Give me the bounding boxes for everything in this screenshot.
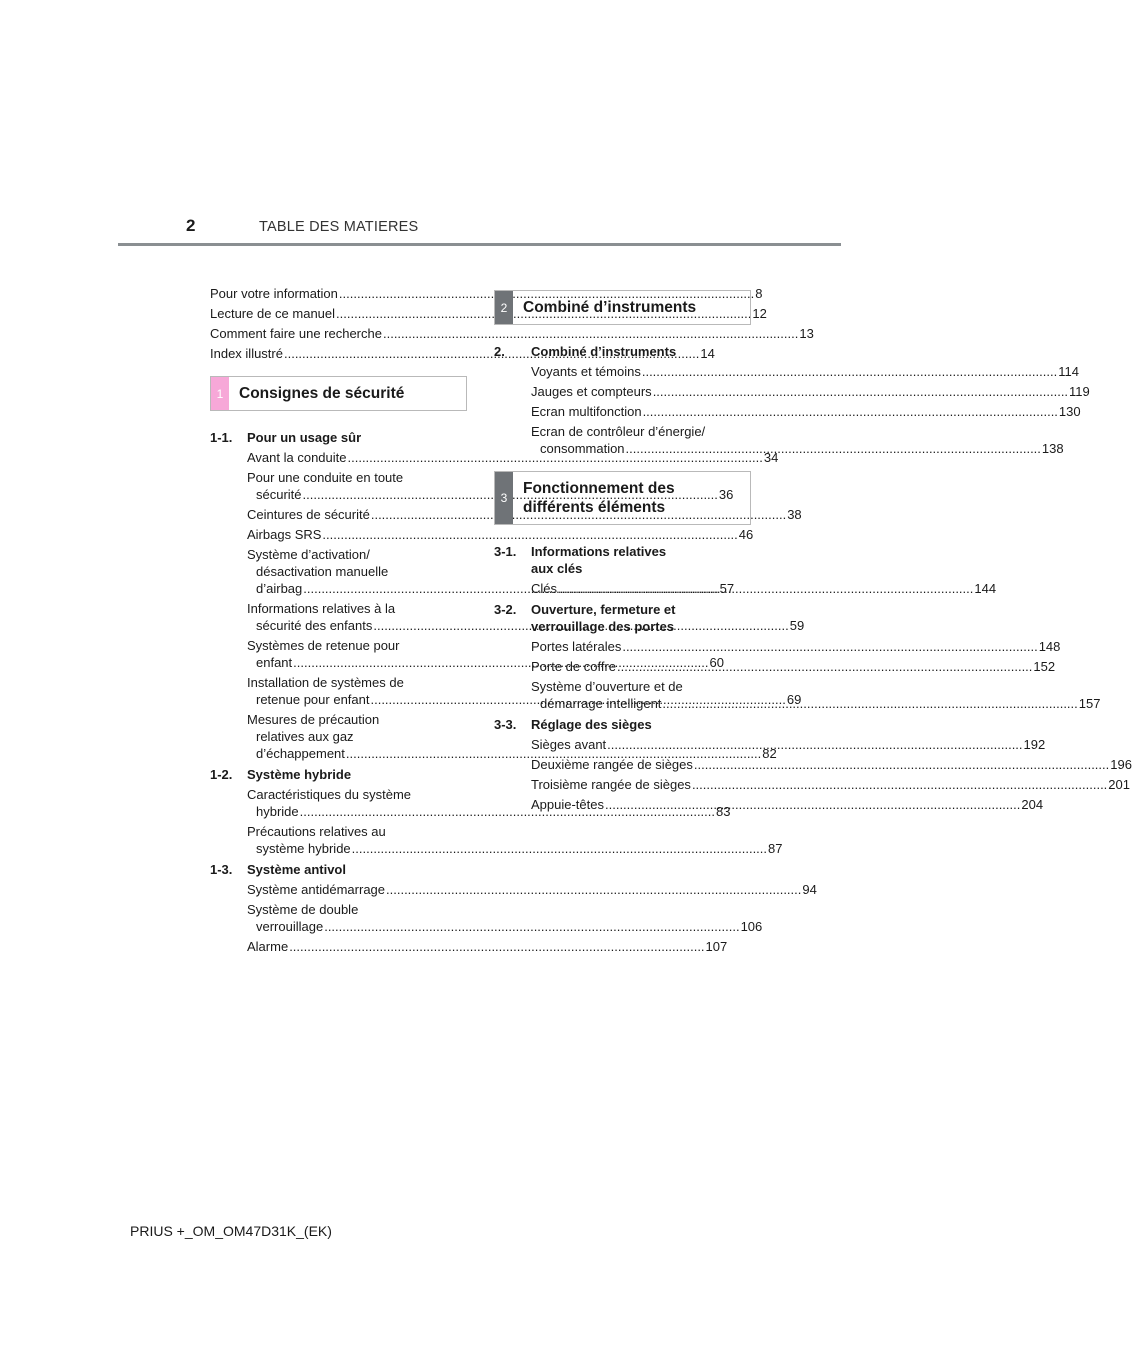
section-tab-number: 2	[495, 291, 513, 324]
chapter-title: Combiné d’instruments	[531, 344, 677, 359]
leader-dots	[692, 776, 1107, 793]
toc-entry[interactable]	[247, 901, 763, 935]
toc-entry-text: Mesures de précaution	[247, 712, 380, 727]
chapter-number: 2.	[494, 344, 505, 359]
toc-page-number: 152	[1033, 659, 1056, 674]
toc-entry-text: Système antidémarrage	[247, 882, 386, 897]
chapter-heading[interactable]	[210, 766, 468, 783]
leader-dots	[626, 440, 1041, 457]
toc-page-number: 148	[1038, 639, 1061, 654]
section-title: Consignes de sécurité	[239, 385, 405, 402]
section-title	[513, 472, 683, 524]
toc-entry-text: Porte de coffre	[531, 659, 617, 674]
toc-entry-text: Sièges avant	[531, 737, 607, 752]
header-rule	[118, 243, 841, 246]
toc-entry-text: relatives aux gaz	[256, 729, 354, 744]
toc-page-number: 13	[799, 326, 814, 341]
toc-entry-text: Ceintures de sécurité	[247, 507, 370, 522]
chapter-title: Réglage des sièges	[531, 717, 652, 732]
toc-page-number: 38	[787, 507, 802, 522]
toc-entry[interactable]	[531, 796, 1044, 813]
toc-entry-text: Installation de systèmes de	[247, 675, 404, 690]
toc-entry[interactable]	[531, 736, 1046, 753]
section-tab-number: 1	[211, 377, 229, 410]
toc-page-number: 87	[768, 841, 783, 856]
toc-page-number: 204	[1021, 797, 1044, 812]
leader-dots	[607, 736, 1022, 753]
chapter-number: 3-3.	[494, 717, 517, 732]
toc-entry-text: Comment faire une recherche	[210, 326, 382, 341]
chapter-title	[531, 601, 752, 635]
intro-entry[interactable]	[210, 325, 814, 342]
chapter-number: 1-2.	[210, 767, 233, 782]
toc-entry-text: Appuie-têtes	[531, 797, 604, 812]
toc-page-number: 144	[974, 581, 997, 596]
toc-entry-text: Ecran multifonction	[531, 404, 642, 419]
toc-entry[interactable]	[247, 823, 783, 857]
toc-entry-text: Système de double	[247, 902, 359, 917]
chapter-title-line: verrouillage des portes	[531, 619, 675, 634]
toc-entry[interactable]	[531, 756, 1132, 773]
toc-page-number: 82	[762, 746, 777, 761]
toc-page-number: 36	[718, 487, 734, 502]
toc-page-number: 83	[716, 804, 731, 819]
chapter-heading[interactable]	[210, 429, 468, 446]
toc-entry-text: sécurité des enfants	[256, 618, 373, 633]
toc-page-number: 12	[752, 306, 767, 321]
toc-entry-text: Voyants et témoins	[531, 364, 641, 379]
toc-page-number: 192	[1023, 737, 1046, 752]
chapter-title: Pour un usage sûr	[247, 430, 362, 445]
toc-entry[interactable]	[531, 383, 1090, 400]
section-header-3[interactable]	[494, 471, 751, 525]
toc-page-number: 69	[786, 692, 802, 707]
leader-dots	[622, 638, 1037, 655]
toc-entry[interactable]	[247, 881, 817, 898]
toc-entry-text: Ecran de contrôleur d’énergie/	[531, 424, 706, 439]
toc-entry-text: sécurité	[256, 487, 302, 502]
section-header-2[interactable]	[494, 290, 751, 325]
toc-entry-text: Précautions relatives au	[247, 824, 386, 839]
document-code: PRIUS +_OM_OM47D31K_(EK)	[130, 1223, 332, 1239]
chapter-title	[531, 543, 752, 577]
toc-page-number: 196	[1110, 757, 1132, 772]
chapter-heading[interactable]	[494, 543, 752, 577]
toc-entry-text: Avant la conduite	[247, 450, 347, 465]
toc-entry-text: Lecture de ce manuel	[210, 306, 336, 321]
intro-entry[interactable]	[210, 285, 763, 302]
toc-entry[interactable]	[531, 403, 1081, 420]
toc-entry-text: Pour une conduite en toute	[247, 470, 404, 485]
leader-dots	[642, 363, 1057, 380]
chapter-title-line: Informations relatives	[531, 544, 667, 559]
toc-page-number: 59	[789, 618, 805, 633]
toc-page-number: 106	[740, 919, 763, 934]
chapter-heading[interactable]	[210, 861, 468, 878]
leader-dots	[324, 918, 739, 935]
toc-entry-text: Troisième rangée de sièges	[531, 777, 691, 792]
leader-dots	[643, 403, 1058, 420]
section-tab-number: 3	[495, 472, 513, 524]
toc-entry-text: retenue pour enfant	[256, 692, 370, 707]
toc-entry-text: Deuxième rangée de sièges	[531, 757, 693, 772]
leader-dots	[653, 383, 1068, 400]
toc-entry-text: Système d’activation/	[247, 547, 370, 562]
toc-entry-text: Système d’ouverture et de	[531, 679, 683, 694]
chapter-heading[interactable]	[494, 716, 752, 733]
toc-entry-text: d’échappement	[256, 746, 345, 761]
section-title-line: Fonctionnement des	[523, 480, 675, 497]
toc-entry-text: Caractéristiques du système	[247, 787, 412, 802]
chapter-title: Système hybride	[247, 767, 352, 782]
toc-page-number: 8	[755, 286, 763, 301]
toc-entry[interactable]	[247, 526, 754, 543]
toc-page-number: 34	[763, 450, 779, 465]
toc-entry[interactable]	[247, 938, 728, 955]
toc-page-number: 138	[1041, 441, 1064, 456]
toc-page-number: 107	[705, 939, 728, 954]
toc-entry-text: verrouillage	[256, 919, 324, 934]
toc-entry[interactable]	[247, 449, 779, 466]
leader-dots	[352, 840, 767, 857]
page-header-title: TABLE DES MATIERES	[259, 219, 419, 235]
toc-entry-text: Jauges et compteurs	[531, 384, 652, 399]
toc-entry-text: Clés	[531, 581, 558, 596]
chapter-title: Système antivol	[247, 862, 346, 877]
section-title-line: différents éléments	[523, 499, 666, 516]
toc-page-number: 130	[1058, 404, 1081, 419]
toc-page-number: 57	[719, 581, 735, 596]
toc-entry[interactable]	[531, 658, 1056, 675]
chapter-title-line: Ouverture, fermeture et	[531, 602, 676, 617]
toc-entry-text: Pour votre information	[210, 286, 338, 301]
leader-dots	[605, 796, 1020, 813]
toc-page-number: 119	[1069, 384, 1090, 399]
chapter-number: 1-3.	[210, 862, 233, 877]
section-header-1[interactable]	[210, 376, 467, 411]
toc-entry-text: hybride	[256, 804, 299, 819]
toc-entry-text: d’airbag	[256, 581, 303, 596]
toc-entry-text: Airbags SRS	[247, 527, 322, 542]
toc-entry-text: démarrage intelligent	[540, 696, 662, 711]
chapter-number: 3-1.	[494, 544, 517, 559]
section-title: Combiné d’instruments	[523, 299, 697, 316]
toc-page-number: 201	[1108, 777, 1130, 792]
leader-dots	[662, 695, 1077, 712]
toc-entry-text: Index illustré	[210, 346, 283, 361]
toc-entry-text: consommation	[540, 441, 625, 456]
chapter-heading[interactable]	[494, 601, 752, 635]
chapter-heading[interactable]	[494, 343, 752, 360]
toc-page-number: 60	[709, 655, 724, 670]
toc-page-number: 94	[802, 882, 817, 897]
toc-page-number: 14	[700, 346, 715, 361]
toc-entry-text: système hybride	[256, 841, 351, 856]
toc-entry-text: Systèmes de retenue pour	[247, 638, 400, 653]
chapter-number: 3-2.	[494, 602, 517, 617]
toc-entry-text: Portes latérales	[531, 639, 622, 654]
leader-dots	[289, 938, 704, 955]
chapter-number: 1-1.	[210, 430, 233, 445]
toc-entry[interactable]	[531, 776, 1130, 793]
toc-entry-text: enfant	[256, 655, 293, 670]
toc-entry[interactable]	[531, 363, 1079, 380]
toc-entry-text: Informations relatives à la	[247, 601, 396, 616]
toc-entry-text: désactivation manuelle	[256, 564, 389, 579]
page-number: 2	[186, 216, 196, 235]
toc-entry[interactable]	[531, 638, 1061, 655]
toc-entry-text: Alarme	[247, 939, 289, 954]
toc-page-number: 157	[1078, 696, 1101, 711]
leader-dots	[694, 756, 1109, 773]
leader-dots	[386, 881, 801, 898]
toc-page-number: 46	[738, 527, 754, 542]
toc-page-number: 114	[1058, 364, 1079, 379]
toc-entry[interactable]	[531, 423, 1064, 457]
leader-dots	[558, 580, 973, 597]
leader-dots	[617, 658, 1032, 675]
toc-entry[interactable]	[531, 580, 997, 597]
chapter-title-line: aux clés	[531, 561, 583, 576]
